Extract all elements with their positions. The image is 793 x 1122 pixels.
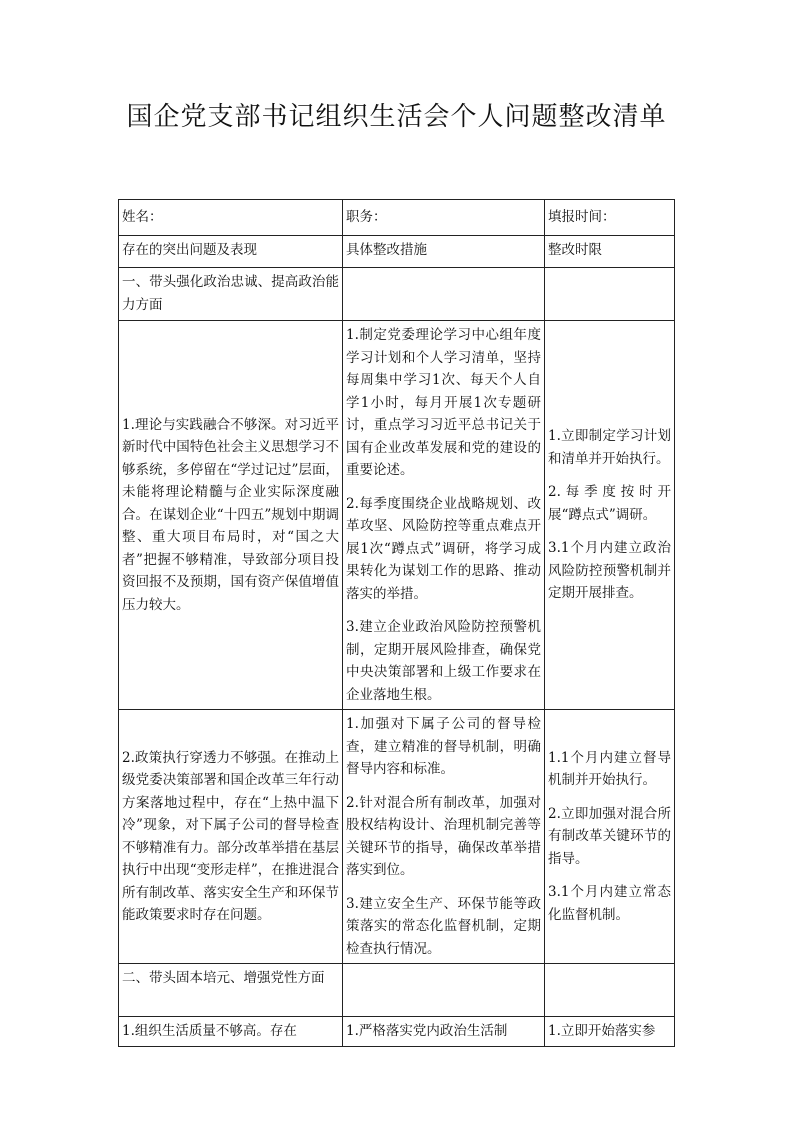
rectification-table [118,199,675,1047]
date-label: 填报时间： [545,200,675,236]
deadline-item: 1.立即制定学习计划和清单并开始执行。 [548,428,671,467]
empty-cell [545,268,675,321]
measure-item: 2.每季度围绕企业战略规划、改革攻坚、风险防控等重点难点开展1次“蹲点式”调研，将学习成果转化为谋划工作的思路、推动落实的举措。 [346,495,541,602]
problem-cell: 1.理论与实践融合不够深。对习近平新时代中国特色社会主义思想学习不够系统，多停留在“学过记过”层面，未能将理论精髓与企业实际深度融合。在谋划企业“十四五”规划中期调整、重大项目布局时，对“国之大者”把握不够精准，导致部分项目投资回报不及预期，国有资产保值增值压力较大。 [119,321,343,710]
deadline-cell [545,710,675,964]
empty-cell [343,268,545,321]
table-row [119,710,675,964]
measures-cell: 1.严格落实党内政治生活制 [343,1017,545,1047]
problem-cell: 1.组织生活质量不够高。存在 [119,1017,343,1047]
section-row [119,964,675,1017]
measure-item: 3.建立安全生产、环保节能等政策落实的常态化监督机制，定期检查执行情况。 [346,895,541,957]
document-title: 国企党支部书记组织生活会个人问题整改清单 [126,102,667,132]
name-label: 姓名： [119,200,343,236]
measure-item: 3.建立企业政治风险防控预警机制，定期开展风险排查，确保党中央决策部署和上级工作要求在企业落地生根。 [346,619,541,703]
deadline-cell: 1.立即开始落实参 [545,1017,675,1047]
deadline-item: 3.1个月内建立政治风险防控预警机制并定期开展排查。 [548,540,671,602]
measures-cell [343,710,545,964]
empty-cell [545,964,675,1017]
deadline-cell [545,321,675,710]
deadline-item: 2.每季度按时开展“蹲点式”调研。 [548,484,671,523]
deadline-item: 1.1个月内建立督导机制并开始执行。 [548,749,671,789]
table-row [119,321,675,710]
section-1-title: 一、带头强化政治忠诚、提高政治能力方面 [119,268,343,321]
deadline-item: 2.立即加强对混合所有制改革关键环节的指导。 [548,805,671,867]
section-row [119,268,675,321]
problem-cell: 2.政策执行穿透力不够强。在推动上级党委决策部署和国企改革三年行动方案落地过程中，存在“上热中温下冷”现象，对下属子公司的督导检查不够精准有力。部分改革举措在基层执行中出现“变形走样”，在推进混合所有制改革、落实安全生产和环保节能政策要求时存在问题。 [119,710,343,964]
measure-item: 1.制定党委理论学习中心组年度学习计划和个人学习清单，坚持每周集中学习1次、每天个人自学1小时，每月开展1次专题研讨，重点学习习近平总书记关于国有企业改革发展和党的建设的重要论述。 [346,327,541,478]
measure-item: 2.针对混合所有制改革，加强对股权结构设计、治理机制完善等关键环节的指导，确保改革举措落实到位。 [346,794,541,878]
column-header-deadline: 整改时限 [545,236,675,268]
position-label: 职务： [343,200,545,236]
empty-cell [343,964,545,1017]
measure-item: 1.加强对下属子公司的督导检查，建立精准的督导机制，明确督导内容和标准。 [346,716,541,777]
column-header-problems: 存在的突出问题及表现 [119,236,343,268]
deadline-item: 3.1个月内建立常态化监督机制。 [548,884,671,923]
section-2-title: 二、带头固本培元、增强党性方面 [119,964,343,1017]
column-header-row [119,236,675,268]
table-row [119,1017,675,1047]
measures-cell [343,321,545,710]
column-header-measures: 具体整改措施 [343,236,545,268]
header-row [119,200,675,236]
